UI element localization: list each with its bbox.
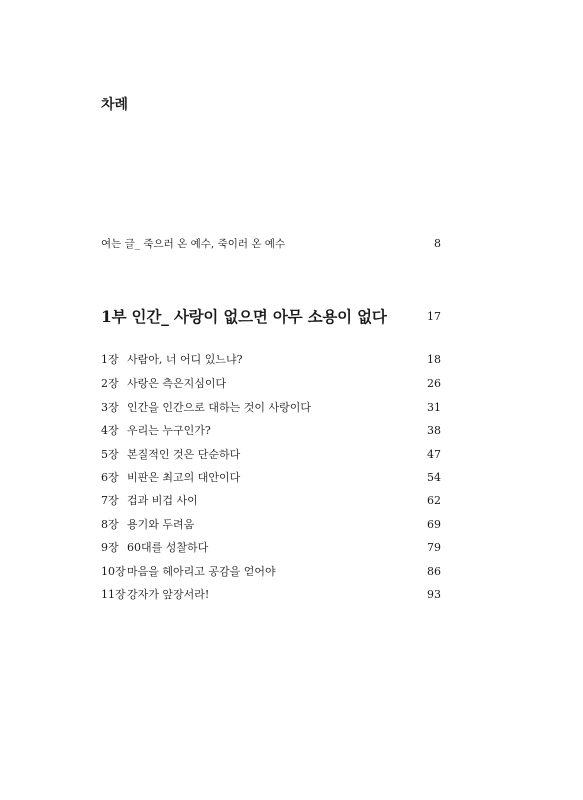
toc-chapter-page: 31: [427, 401, 441, 414]
toc-chapter-entry[interactable]: [101, 399, 441, 417]
toc-chapter-title: 용기와 두려움: [127, 518, 195, 531]
toc-entry-title: 여는 글_ 죽으러 온 예수, 죽이러 온 예수: [101, 238, 286, 250]
toc-chapter-page: 54: [427, 471, 441, 484]
toc-chapter-number: 2장: [101, 377, 119, 390]
toc-chapter-title: 사람아, 너 어디 있느냐?: [127, 353, 243, 366]
toc-chapter-page: 79: [427, 541, 441, 554]
toc-chapter-number: 10장: [101, 565, 126, 578]
toc-chapter-number: 11장: [101, 588, 126, 601]
toc-chapter-entry[interactable]: [101, 539, 441, 557]
toc-chapter-page: 38: [427, 424, 441, 437]
toc-chapter-title: 사랑은 측은지심이다: [127, 377, 227, 390]
toc-chapter-title: 인간을 인간으로 대하는 것이 사랑이다: [127, 401, 312, 414]
toc-prologue-entry[interactable]: [101, 235, 441, 253]
toc-chapter-page: 18: [427, 353, 441, 366]
toc-part-page: 17: [427, 309, 441, 323]
page-title: 차례: [101, 97, 129, 113]
toc-chapter-title: 비판은 최고의 대안이다: [127, 471, 241, 484]
toc-chapter-page: 47: [427, 448, 441, 461]
toc-chapter-entry[interactable]: [101, 446, 441, 464]
toc-chapter-number: 3장: [101, 401, 119, 414]
toc-chapter-title: 본질적인 것은 단순하다: [127, 448, 241, 461]
toc-chapter-page: 69: [427, 518, 441, 531]
toc-part-title: 1부 인간_ 사랑이 없으면 아무 소용이 없다: [101, 307, 387, 326]
toc-chapter-entry[interactable]: [101, 563, 441, 581]
toc-chapter-page: 86: [427, 565, 441, 578]
toc-chapter-title: 겁과 비겁 사이: [127, 494, 198, 507]
toc-chapter-page: 26: [427, 377, 441, 390]
toc-chapter-title: 강자가 앞장서라!: [127, 588, 210, 601]
toc-chapter-title: 60대를 성찰하다: [127, 541, 209, 554]
toc-chapter-number: 8장: [101, 518, 119, 531]
toc-chapter-page: 62: [427, 494, 441, 507]
toc-chapter-page: 93: [427, 588, 441, 601]
toc-chapter-number: 5장: [101, 448, 119, 461]
toc-part-heading[interactable]: [101, 304, 441, 328]
toc-chapter-entry[interactable]: [101, 516, 441, 534]
toc-chapter-entry[interactable]: [101, 469, 441, 487]
toc-chapter-number: 6장: [101, 471, 119, 484]
toc-chapter-title: 마음을 헤아리고 공감을 얻어야: [127, 565, 276, 578]
toc-chapter-number: 7장: [101, 494, 119, 507]
toc-chapter-number: 4장: [101, 424, 119, 437]
toc-chapter-entry[interactable]: [101, 586, 441, 604]
toc-chapter-number: 1장: [101, 353, 119, 366]
toc-chapter-number: 9장: [101, 541, 119, 554]
toc-chapter-entry[interactable]: [101, 492, 441, 510]
toc-chapter-entry[interactable]: [101, 351, 441, 369]
toc-chapter-title: 우리는 누구인가?: [127, 424, 211, 437]
toc-entry-page: 8: [434, 237, 441, 250]
toc-chapter-entry[interactable]: [101, 375, 441, 393]
toc-chapter-entry[interactable]: [101, 422, 441, 440]
